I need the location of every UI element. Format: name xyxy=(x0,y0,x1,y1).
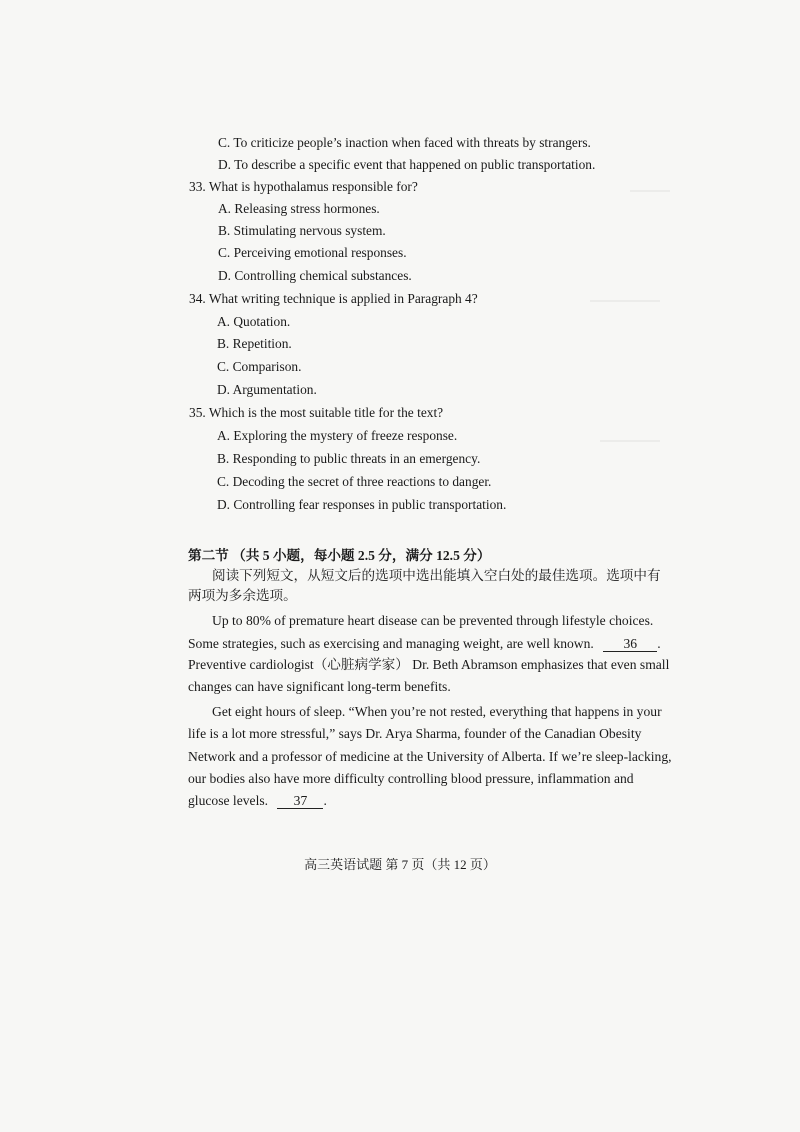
passage-line: Network and a professor of medicine at the University of Alberta. If we’re sleep-lacking, xyxy=(188,749,672,764)
passage-line: glucose levels. 37 . xyxy=(188,793,327,808)
q35-option-d: D. Controlling fear responses in public transportation. xyxy=(217,497,507,512)
passage-line: our bodies also have more difficulty controlling blood pressure, inflammation and xyxy=(188,771,634,786)
passage-line: changes can have significant long-term benefits. xyxy=(188,679,451,694)
bleed-mark xyxy=(600,440,660,442)
q34-option-d: D. Argumentation. xyxy=(217,382,317,397)
passage-line: Up to 80% of premature heart disease can be prevented through lifestyle choices. xyxy=(212,613,654,628)
q34-option-a: A. Quotation. xyxy=(217,314,291,329)
q33-option-b: B. Stimulating nervous system. xyxy=(218,223,386,238)
passage-text: glucose levels. xyxy=(188,793,269,808)
q32-option-c: C. To criticize people’s inaction when faced with threats by strangers. xyxy=(218,135,591,150)
blank-36[interactable]: 36 xyxy=(603,637,657,652)
section-heading: 第二节 （共 5 小题，每小题 2.5 分，满分 12.5 分） xyxy=(188,548,491,563)
q33-option-c: C. Perceiving emotional responses. xyxy=(218,245,407,260)
q33-option-d: D. Controlling chemical substances. xyxy=(218,268,412,283)
bleed-mark xyxy=(590,300,660,302)
q32-option-d: D. To describe a specific event that happened on public transportation. xyxy=(218,157,596,172)
section-instruction: 阅读下列短文，从短文后的选项中选出能填入空白处的最佳选项。选项中有 xyxy=(212,568,661,583)
passage-text: Some strategies, such as exercising and managing weight, are well known. xyxy=(188,636,594,651)
q33-stem: 33. What is hypothalamus responsible for? xyxy=(189,179,418,194)
passage-line: Preventive cardiologist（心脏病学家） Dr. Beth Abramson emphasizes that even small xyxy=(188,657,670,672)
bleed-mark xyxy=(630,190,670,192)
q35-stem: 35. Which is the most suitable title for the text? xyxy=(189,405,444,420)
section-instruction-cont: 两项为多余选项。 xyxy=(188,588,297,603)
q35-option-b: B. Responding to public threats in an emergency. xyxy=(217,451,481,466)
passage-line: Get eight hours of sleep. “When you’re not rested, everything that happens in your xyxy=(212,704,662,719)
q34-option-c: C. Comparison. xyxy=(217,359,302,374)
q33-option-a: A. Releasing stress hormones. xyxy=(218,201,380,216)
blank-37[interactable]: 37 xyxy=(277,794,323,809)
q35-option-c: C. Decoding the secret of three reactions to danger. xyxy=(217,474,492,489)
passage-line: life is a lot more stressful,” says Dr. Arya Sharma, founder of the Canadian Obesity xyxy=(188,726,642,741)
q35-option-a: A. Exploring the mystery of freeze response. xyxy=(217,428,458,443)
page-footer: 高三英语试题 第 7 页（共 12 页） xyxy=(304,857,496,872)
passage-line: Some strategies, such as exercising and managing weight, are well known. 36 . xyxy=(188,636,661,651)
q34-option-b: B. Repetition. xyxy=(217,336,292,351)
q34-stem: 34. What writing technique is applied in Paragraph 4? xyxy=(189,291,478,306)
